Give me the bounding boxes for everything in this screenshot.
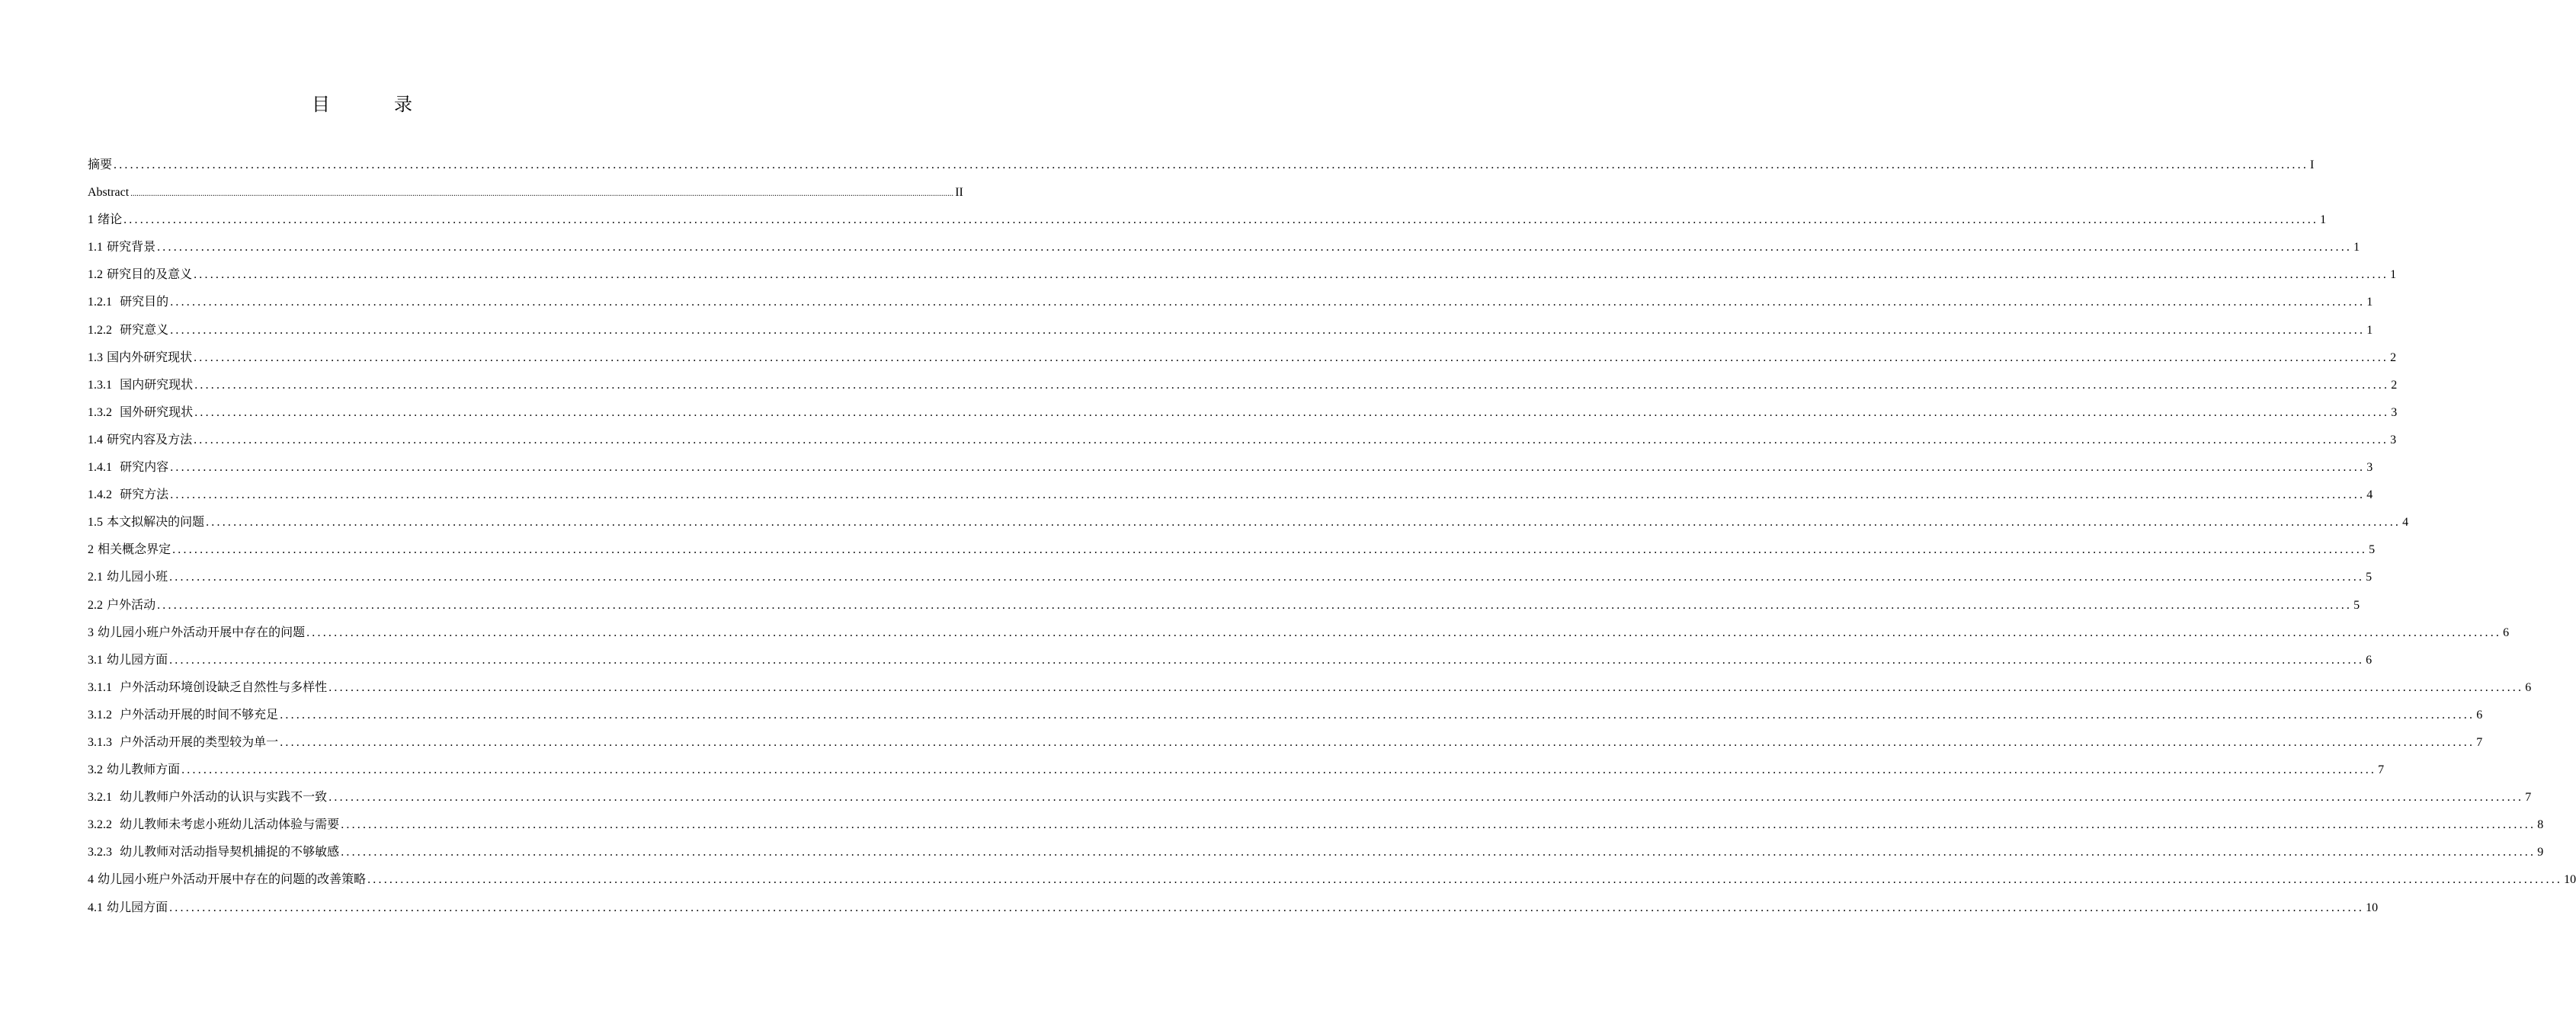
toc-dot-leader: ................................................................................................................................................................................................................................................................................................................................................................................................................ (169, 901, 2365, 914)
toc-entry-page-number: 7 (2525, 791, 2532, 805)
toc-entry-number: 1.3.2 (88, 405, 112, 419)
toc-entry-label (88, 481, 168, 509)
toc-entry-number: 4 (88, 873, 94, 887)
toc-entry-text: 相关概念界定 (98, 542, 171, 557)
toc-dot-leader: ................................................................................................................................................................................................................................................................................................................................................................................................................ (114, 158, 2309, 171)
toc-entry-number: 2 (88, 543, 94, 557)
toc-entry-label (88, 866, 366, 894)
toc-entry-number: 1.4.2 (88, 488, 112, 502)
toc-dot-leader: ................................................................................................................................................................................................................................................................................................................................................................................................................ (157, 598, 2353, 612)
toc-entry-text: 幼儿园方面 (107, 651, 168, 667)
toc-dot-leader: ................................................................................................................................................................................................................................................................................................................................................................................................................ (181, 763, 2377, 777)
toc-entry[interactable] (88, 288, 2373, 315)
toc-entry-text: 研究意义 (120, 322, 169, 337)
toc-entry-label (88, 344, 192, 372)
toc-entry-number: 3.1.1 (88, 680, 112, 694)
toc-entry-text: 幼儿教师方面 (107, 762, 181, 777)
toc-entry-number: 3.1 (88, 653, 103, 667)
toc-entry-label (88, 206, 122, 234)
toc-entry-text: 幼儿园小班户外活动开展中存在的问题的改善策略 (98, 872, 367, 887)
toc-entry-text: 国内研究现状 (120, 376, 194, 392)
toc-entry-text: 户外活动 (107, 597, 156, 612)
toc-entry-label (88, 838, 339, 866)
toc-entry[interactable] (88, 206, 2327, 233)
toc-entry-number: 3 (88, 626, 94, 639)
toc-entry-text: 研究背景 (107, 239, 156, 254)
toc-entry-label (88, 783, 327, 811)
toc-entry-label (88, 316, 168, 344)
toc-dot-leader: ................................................................................................................................................................................................................................................................................................................................................................................................................ (280, 708, 2475, 722)
toc-entry-page-number: 9 (2537, 846, 2544, 859)
toc-entry[interactable] (88, 261, 2397, 288)
toc-dot-leader: ................................................................................................................................................................................................................................................................................................................................................................................................................ (280, 735, 2475, 749)
toc-entry[interactable] (88, 701, 2483, 728)
toc-entry-label (88, 261, 192, 289)
toc-entry-label (88, 426, 192, 454)
toc-entry-page-number: 1 (2390, 268, 2397, 282)
toc-entry-label (88, 619, 305, 647)
toc-entry-number: 1.2 (88, 268, 103, 282)
toc-dot-leader: ................................................................................................................................................................................................................................................................................................................................................................................................................ (157, 241, 2353, 254)
toc-entry-number: 1.2.1 (88, 296, 112, 309)
toc-dot-leader: ................................................................................................................................................................................................................................................................................................................................................................................................................ (170, 461, 2366, 475)
toc-entry-page-number: 5 (2366, 571, 2373, 584)
toc-entry-label (88, 701, 278, 729)
toc-entry-page-number: 7 (2378, 763, 2385, 777)
toc-entry-text: 户外活动环境创设缺乏自然性与多样性 (120, 679, 328, 694)
toc-entry-page-number: 3 (2391, 405, 2398, 419)
toc-entry-number: 3.1.3 (88, 735, 112, 749)
toc-entry[interactable] (88, 563, 2373, 590)
toc-entry[interactable] (88, 866, 2576, 893)
toc-entry-label (88, 811, 339, 839)
toc-entry-page-number: 8 (2537, 818, 2544, 832)
toc-entry-page-number: 4 (2366, 488, 2373, 502)
toc-entry-page-number: 2 (2391, 378, 2398, 392)
toc-dot-leader: ................................................................................................................................................................................................................................................................................................................................................................................................................ (194, 268, 2389, 282)
toc-entry-page-number: 1 (2366, 296, 2373, 309)
toc-entry-number: 1.3 (88, 350, 103, 364)
toc-entry-text: 研究目的 (120, 294, 169, 309)
toc-entry-text: 户外活动开展的类型较为单一 (120, 734, 279, 749)
toc-dot-leader: ................................................................................................................................................................................................................................................................................................................................................................................................................ (341, 846, 2536, 859)
toc-entry-text: 摘要 (88, 157, 113, 171)
toc-entry-page-number: 1 (2353, 241, 2360, 254)
toc-entry-text: 研究方法 (120, 487, 169, 502)
toc-entry[interactable] (88, 233, 2360, 261)
toc-dot-leader: ................................................................................................................................................................................................................................................................................................................................................................................................................ (169, 653, 2365, 667)
toc-entry[interactable] (88, 178, 963, 206)
toc-entry[interactable] (88, 646, 2373, 674)
toc-entry-page-number: 5 (2353, 598, 2360, 612)
toc-dot-leader: ................................................................................................................................................................................................................................................................................................................................................................................................................ (194, 350, 2389, 364)
toc-entry-number: 1.2.2 (88, 323, 112, 337)
toc-entry-text: 绪论 (98, 212, 123, 227)
toc-entry[interactable] (88, 344, 2397, 371)
toc-entry[interactable] (88, 728, 2483, 756)
toc-entry-label (88, 563, 168, 591)
toc-entry-text: 幼儿园小班 (107, 569, 168, 584)
toc-dot-leader: ................................................................................................................................................................................................................................................................................................................................................................................................................ (194, 433, 2389, 446)
toc-entry[interactable] (88, 756, 2385, 783)
toc-entry-page-number: 6 (2503, 626, 2510, 639)
toc-entry[interactable] (88, 619, 2510, 646)
toc-dot-leader: ................................................................................................................................................................................................................................................................................................................................................................................................................ (306, 626, 2502, 639)
toc-entry-text: 研究目的及意义 (107, 267, 193, 282)
toc-entry-page-number: II (955, 186, 963, 200)
toc-entry[interactable] (88, 398, 2398, 426)
toc-entry-number: 3.2 (88, 763, 103, 777)
toc-entry-page-number: 5 (2369, 543, 2376, 557)
toc-entry-page-number: 1 (2320, 213, 2327, 227)
toc-entry-page-number: 6 (2366, 653, 2373, 667)
toc-entry-page-number: 10 (2366, 901, 2379, 914)
toc-entry[interactable] (88, 591, 2360, 619)
toc-dot-leader: ................................................................................................................................................................................................................................................................................................................................................................................................................ (194, 378, 2390, 392)
toc-dot-leader: ................................................................................................................................................................................................................................................................................................................................................................................................................ (341, 818, 2536, 832)
toc-entry[interactable] (88, 811, 2544, 838)
toc-entry-text: 本文拟解决的问题 (107, 514, 205, 530)
table-of-contents (88, 151, 2576, 921)
toc-entry-page-number: 4 (2402, 516, 2409, 530)
toc-entry-page-number: I (2310, 158, 2315, 171)
toc-dot-leader: ................................................................................................................................................................................................................................................................................................................................................................................................................ (130, 190, 954, 199)
toc-entry-label (88, 674, 327, 702)
toc-entry-label (88, 591, 155, 619)
toc-entry-number: 1.5 (88, 516, 103, 530)
toc-entry[interactable] (88, 316, 2373, 344)
toc-dot-leader: ................................................................................................................................................................................................................................................................................................................................................................................................................ (194, 405, 2390, 419)
toc-entry-page-number: 6 (2476, 708, 2483, 722)
toc-entry-label (88, 894, 168, 922)
toc-entry[interactable] (88, 371, 2398, 398)
toc-entry-text: Abstract (88, 186, 130, 200)
toc-dot-leader: ................................................................................................................................................................................................................................................................................................................................................................................................................ (328, 680, 2524, 694)
toc-entry-number: 2.2 (88, 598, 103, 612)
toc-entry-text: 幼儿教师对活动指导契机捕捉的不够敏感 (120, 844, 340, 859)
toc-entry-number: 3.2.3 (88, 846, 112, 859)
toc-entry[interactable] (88, 453, 2373, 481)
toc-entry-label (88, 151, 112, 178)
toc-entry-text: 幼儿教师户外活动的认识与实践不一致 (120, 789, 328, 805)
toc-entry-text: 幼儿园方面 (107, 899, 168, 914)
toc-entry-label (88, 508, 204, 536)
toc-dot-leader: ................................................................................................................................................................................................................................................................................................................................................................................................................ (172, 543, 2368, 557)
toc-entry-label (88, 233, 155, 261)
toc-entry[interactable] (88, 536, 2376, 563)
toc-entry-label (88, 178, 129, 206)
toc-entry-text: 幼儿园小班户外活动开展中存在的问题 (98, 624, 306, 639)
toc-entry-label (88, 646, 168, 674)
toc-entry[interactable] (88, 508, 2409, 536)
toc-entry-text: 国外研究现状 (120, 404, 194, 419)
toc-dot-leader: ................................................................................................................................................................................................................................................................................................................................................................................................................ (328, 791, 2524, 805)
toc-entry-number: 3.1.2 (88, 708, 112, 722)
toc-entry[interactable] (88, 481, 2373, 508)
toc-entry[interactable] (88, 426, 2397, 453)
toc-entry-page-number: 2 (2390, 350, 2397, 364)
toc-entry-label (88, 288, 168, 316)
toc-entry-label (88, 728, 278, 757)
toc-dot-leader: ................................................................................................................................................................................................................................................................................................................................................................................................................ (123, 213, 2319, 227)
toc-entry-label (88, 398, 193, 427)
toc-entry-page-number: 3 (2366, 461, 2373, 475)
toc-dot-leader: ................................................................................................................................................................................................................................................................................................................................................................................................................ (170, 323, 2366, 337)
toc-entry-number: 1.3.1 (88, 378, 112, 392)
toc-dot-leader: ................................................................................................................................................................................................................................................................................................................................................................................................................ (169, 571, 2365, 584)
toc-dot-leader: ................................................................................................................................................................................................................................................................................................................................................................................................................ (206, 516, 2401, 530)
toc-dot-leader: ................................................................................................................................................................................................................................................................................................................................................................................................................ (367, 873, 2563, 887)
toc-entry-page-number: 6 (2525, 680, 2532, 694)
toc-entry[interactable] (88, 151, 2315, 178)
toc-entry[interactable] (88, 783, 2532, 811)
toc-entry-text: 研究内容 (120, 459, 169, 475)
toc-entry-number: 1.1 (88, 241, 103, 254)
toc-entry[interactable] (88, 838, 2544, 866)
toc-entry[interactable] (88, 674, 2532, 701)
toc-entry-text: 研究内容及方法 (107, 431, 193, 446)
toc-entry-text: 国内外研究现状 (107, 349, 193, 364)
toc-entry-number: 4.1 (88, 901, 103, 914)
toc-entry-page-number: 10 (2564, 873, 2576, 887)
toc-entry-page-number: 3 (2390, 433, 2397, 446)
toc-dot-leader: ................................................................................................................................................................................................................................................................................................................................................................................................................ (170, 488, 2366, 502)
toc-entry-number: 1 (88, 213, 94, 227)
toc-entry-text: 户外活动开展的时间不够充足 (120, 706, 279, 722)
toc-entry-label (88, 453, 168, 482)
toc-entry-page-number: 1 (2366, 323, 2373, 337)
toc-entry-page-number: 7 (2476, 735, 2483, 749)
toc-entry[interactable] (88, 894, 2379, 921)
toc-entry-text: 幼儿教师未考虑小班幼儿活动体验与需要 (120, 817, 340, 832)
toc-entry-number: 1.4.1 (88, 461, 112, 475)
toc-entry-label (88, 536, 171, 564)
toc-entry-number: 3.2.1 (88, 791, 112, 805)
toc-entry-number: 2.1 (88, 571, 103, 584)
toc-title: 目 录 (312, 94, 435, 115)
toc-entry-number: 1.4 (88, 433, 103, 446)
toc-entry-label (88, 371, 193, 399)
toc-dot-leader: ................................................................................................................................................................................................................................................................................................................................................................................................................ (170, 296, 2366, 309)
toc-entry-number: 3.2.2 (88, 818, 112, 832)
toc-entry-label (88, 756, 180, 784)
